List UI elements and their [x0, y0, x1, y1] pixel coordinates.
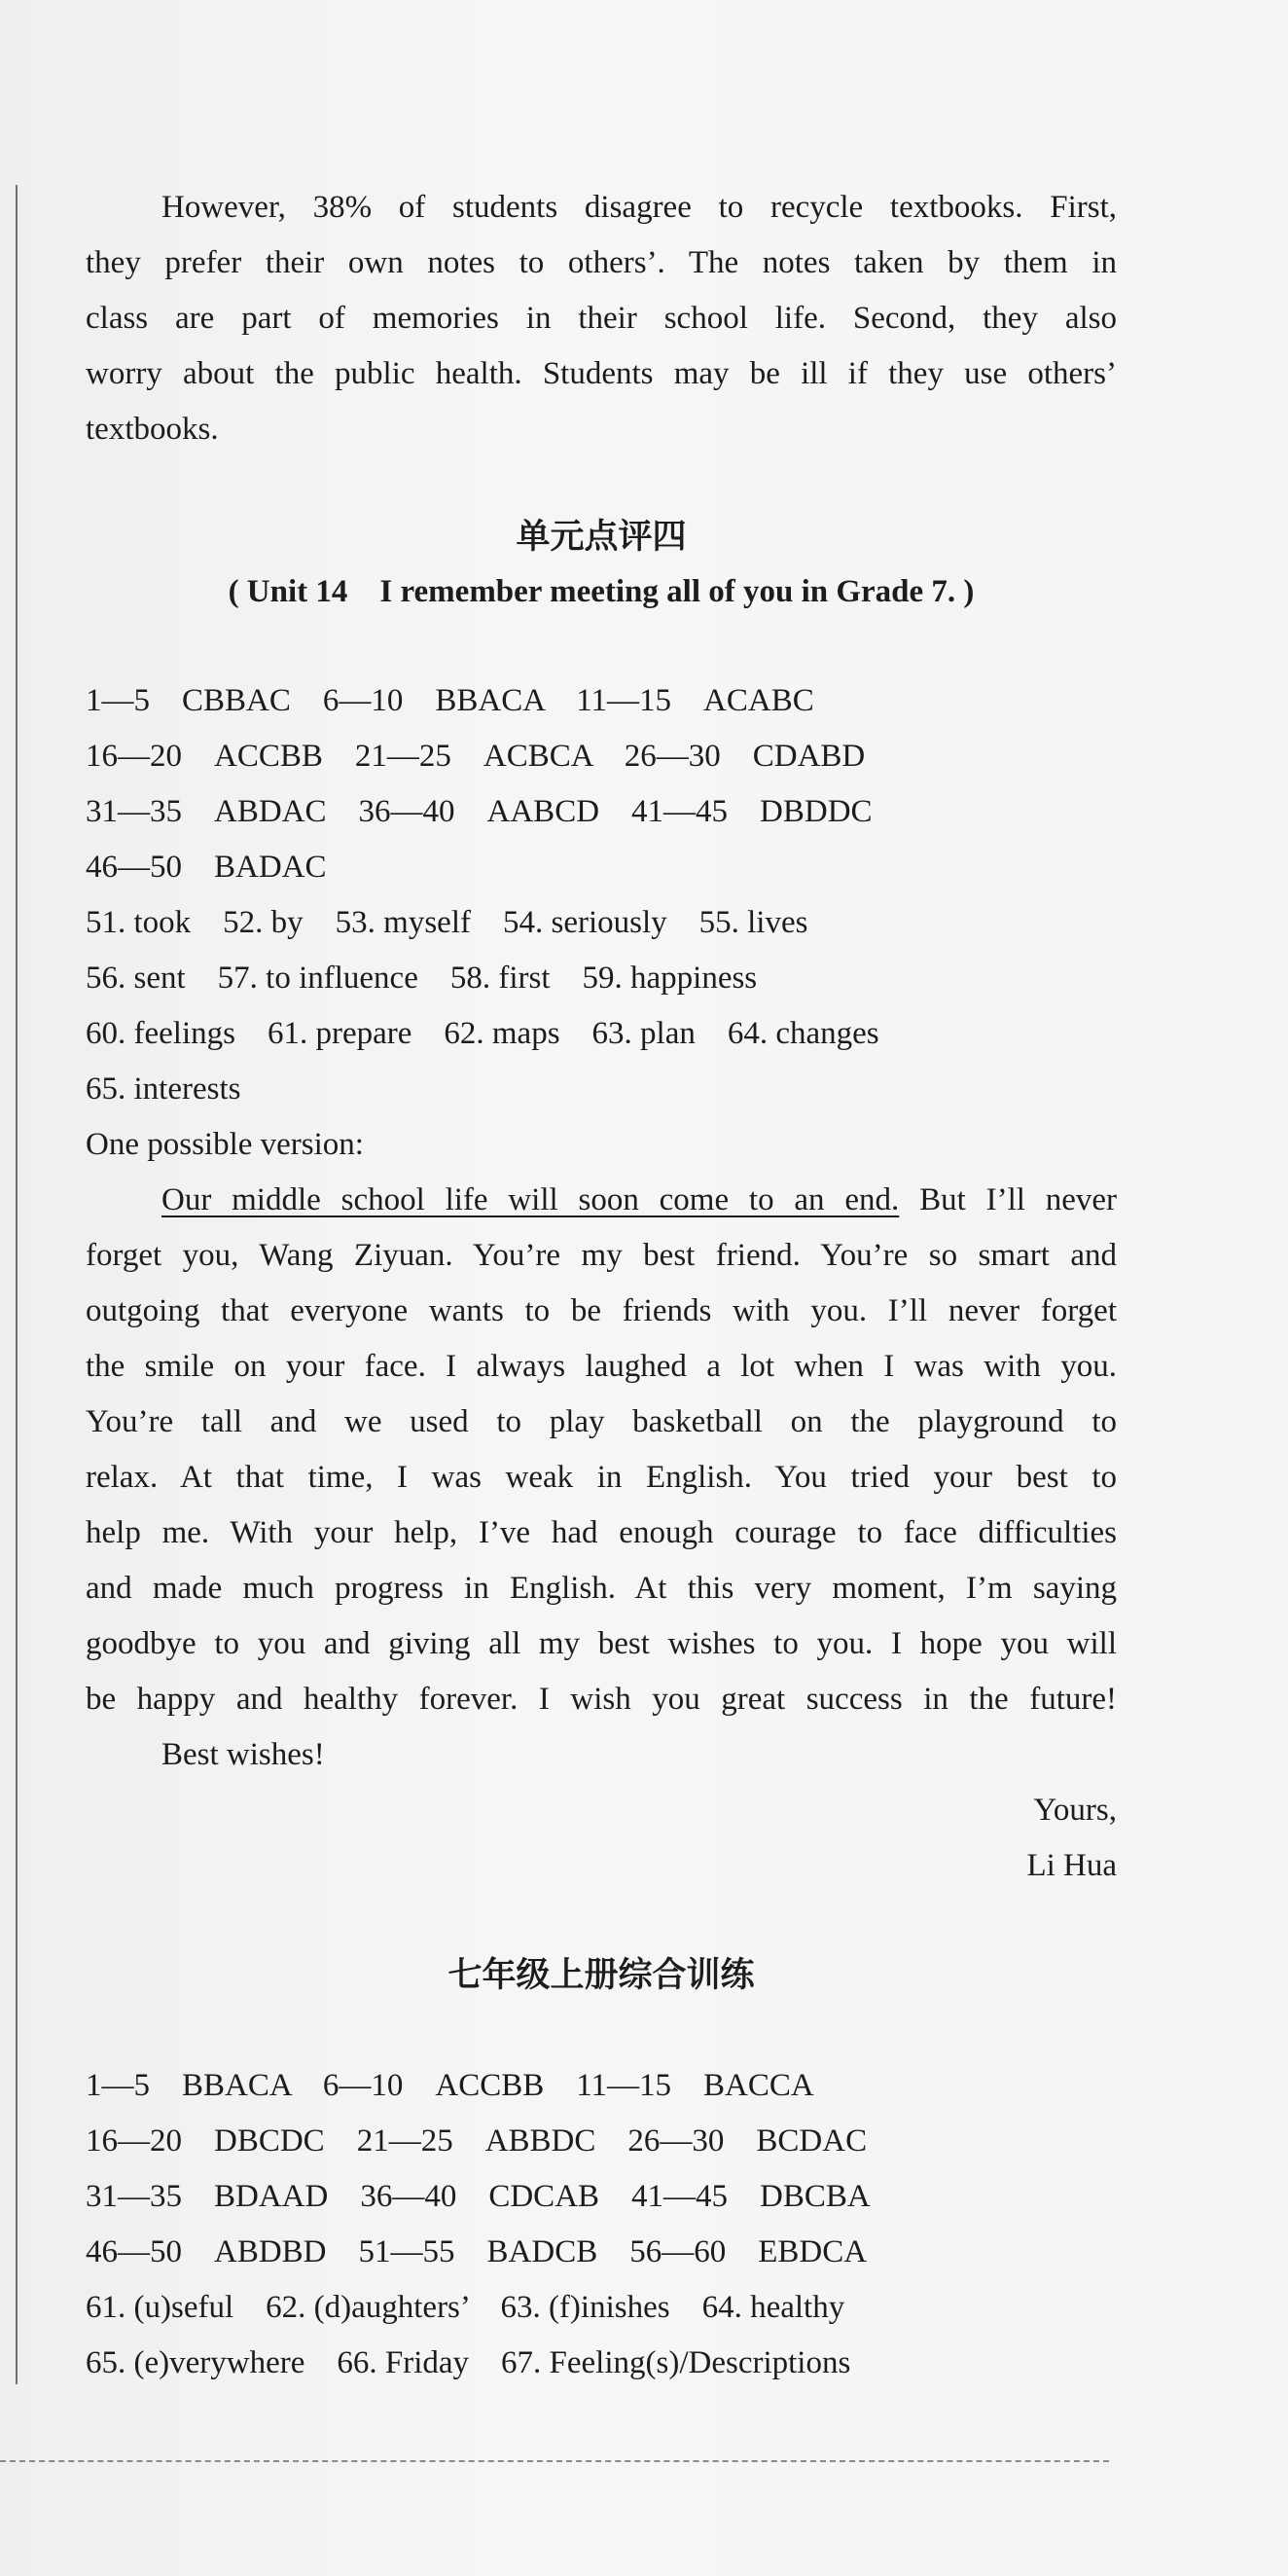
section4-answers	[86, 673, 1117, 1894]
underlined-sentence: Our middle school life will soon come to an end.	[161, 1182, 900, 1217]
first-line-rest: But I’ll never	[899, 1182, 1117, 1217]
essay-top-line: However, 38% of students disagree to recycle textbooks. First,	[161, 190, 1117, 225]
letter-line: outgoing that everyone wants to be friends with you. I’ll never forget	[86, 1293, 1117, 1328]
section7-answers	[86, 2058, 1117, 2391]
section4-title: 单元点评四	[516, 517, 687, 557]
answer-line: 61. (u)seful 62. (d)aughters’ 63. (f)inishes 64. healthy	[86, 2290, 845, 2325]
letter-line: the smile on your face. I always laughed a lot when I was with you.	[86, 1349, 1117, 1384]
letter-line: and made much progress in English. At this very moment, I’m saying	[86, 1571, 1117, 1606]
answer-line: 31—35 ABDAC 36—40 AABCD 41—45 DBDDC	[86, 794, 873, 829]
answer-line: 60. feelings 61. prepare 62. maps 63. plan 64. changes	[86, 1016, 879, 1051]
letter-line: help me. With your help, I’ve had enough courage to face difficulties	[86, 1515, 1117, 1550]
answer-line: 56. sent 57. to influence 58. first 59. happiness	[86, 961, 758, 996]
answer-line: 46—50 ABDBD 51—55 BADCB 56—60 EBDCA	[86, 2234, 868, 2269]
essay-top-line: they prefer their own notes to others’. The notes taken by them in	[86, 245, 1117, 280]
bottom-dashed-rule	[0, 2460, 1109, 2462]
essay-top-line: worry about the public health. Students may be ill if they use others’	[86, 356, 1117, 391]
letter-closing: Best wishes!	[161, 1737, 325, 1772]
letter-line: You’re tall and we used to play basketball on the playground to	[86, 1404, 1117, 1439]
section4-subtitle: ( Unit 14 I remember meeting all of you in Grade 7. )	[228, 574, 975, 609]
answer-line: 46—50 BADAC	[86, 850, 327, 885]
essay-top-line: class are part of memories in their school life. Second, they also	[86, 301, 1117, 336]
left-margin-rule	[16, 185, 18, 2384]
letter-line: forget you, Wang Ziyuan. You’re my best friend. You’re so smart and	[86, 1238, 1117, 1273]
essay-top	[86, 180, 1117, 457]
answer-line: 65. (e)verywhere 66. Friday 67. Feeling(s)/Descriptions	[86, 2345, 851, 2380]
answer-line: 1—5 BBACA 6—10 ACCBB 11—15 BACCA	[86, 2068, 814, 2103]
answer-line: 51. took 52. by 53. myself 54. seriously 55. lives	[86, 905, 808, 940]
letter-signature: Li Hua	[1026, 1848, 1117, 1883]
letter-line: goodbye to you and giving all my best wishes to you. I hope you will	[86, 1626, 1117, 1661]
letter-line: be happy and healthy forever. I wish you great success in the future!	[86, 1682, 1117, 1717]
answer-line: 65. interests	[86, 1071, 241, 1107]
letter-signoff: Yours,	[1033, 1793, 1117, 1828]
answer-line: 31—35 BDAAD 36—40 CDCAB 41—45 DBCBA	[86, 2179, 871, 2214]
version-label: One possible version:	[86, 1127, 364, 1162]
letter-line: relax. At that time, I was weak in English. You tried your best to	[86, 1460, 1117, 1495]
answer-line: 1—5 CBBAC 6—10 BBACA 11—15 ACABC	[86, 683, 814, 718]
answer-line: 16—20 DBCDC 21—25 ABBDC 26—30 BCDAC	[86, 2123, 868, 2159]
letter-first-line	[86, 1173, 1117, 1228]
essay-top-line: textbooks.	[86, 412, 219, 447]
section7-title: 七年级上册综合训练	[447, 1955, 755, 1995]
answer-line: 16—20 ACCBB 21—25 ACBCA 26—30 CDABD	[86, 739, 866, 774]
